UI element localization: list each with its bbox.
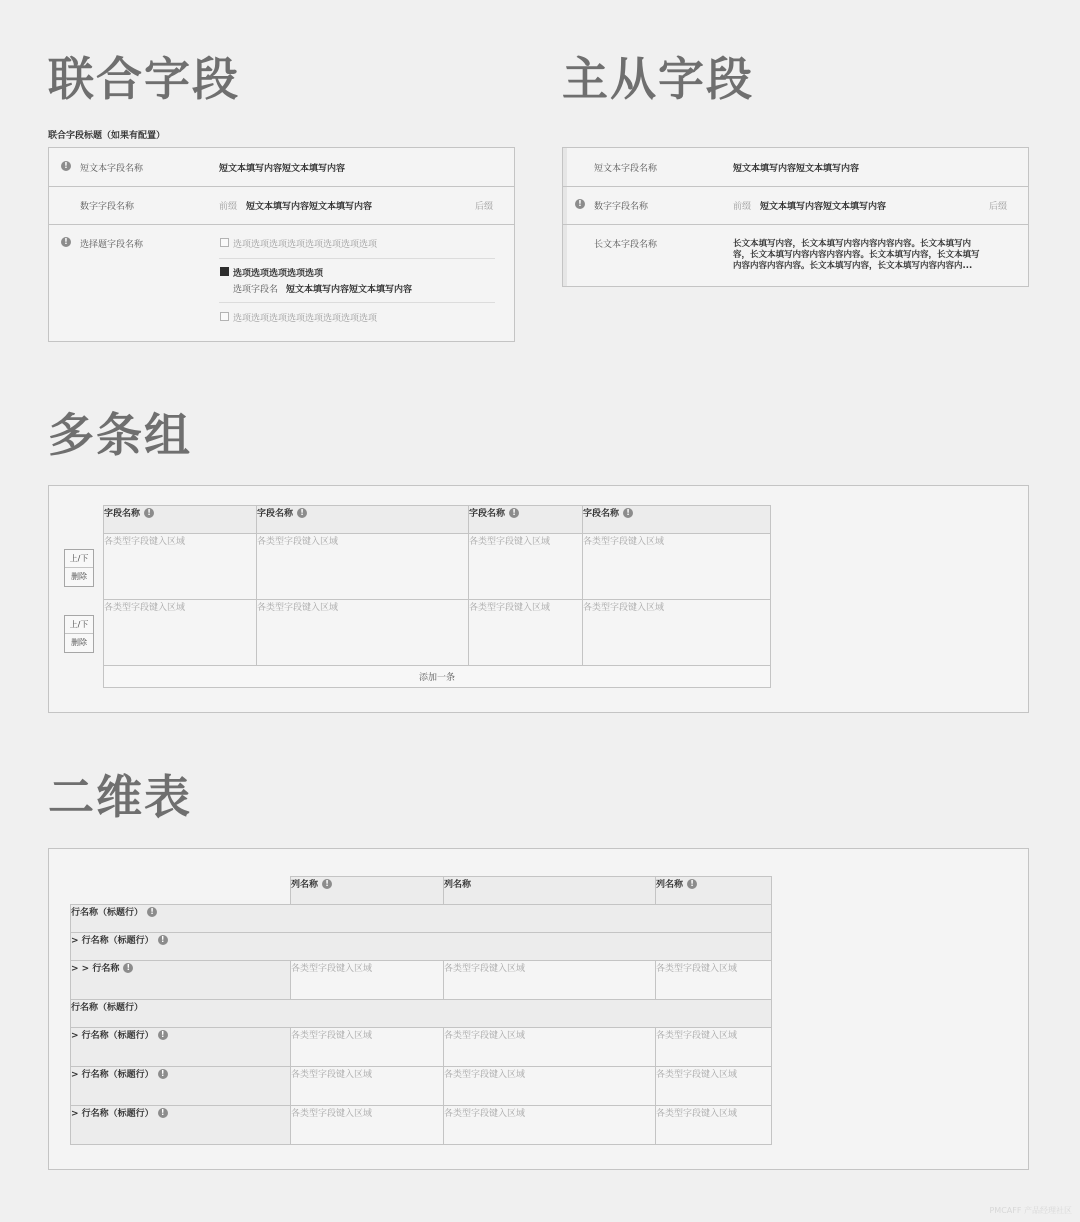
info-icon: [147, 907, 157, 917]
option-sub-label: 选项字段名: [233, 285, 279, 295]
delete-button[interactable]: 删除: [71, 572, 87, 581]
row-header: > 行名称（标题行）!: [71, 1028, 291, 1067]
option-divider: [219, 302, 495, 303]
row-header: > 行名称（标题行）!: [71, 1106, 291, 1145]
option-divider: [219, 258, 495, 259]
matrix-section-title: 二维表: [48, 770, 192, 824]
union-section-title: 联合字段: [48, 52, 240, 106]
column-header: 列名称!: [291, 877, 444, 905]
master-row-short-text: [563, 148, 1028, 187]
info-icon: [158, 935, 168, 945]
field-label: 长文本字段名称: [594, 240, 658, 250]
long-text-line[interactable]: 容，长文本填写内容内容内容内容。长文本填写内容，长文本填写: [733, 250, 980, 260]
row-title: 行名称（标题行）: [71, 1000, 772, 1028]
input-cell[interactable]: 各类型字段键入区域: [656, 961, 772, 1000]
union-row-number: [49, 186, 514, 225]
input-cell[interactable]: 各类型字段键入区域: [444, 1106, 656, 1145]
info-icon: [623, 508, 633, 518]
input-cell[interactable]: 各类型字段键入区域: [469, 534, 583, 600]
column-header-row: [291, 877, 772, 905]
info-icon: [158, 1069, 168, 1079]
table-row: [71, 1028, 772, 1067]
input-cell[interactable]: 各类型字段键入区域: [291, 1067, 444, 1106]
add-row: [104, 666, 771, 688]
input-cell[interactable]: 各类型字段键入区域: [469, 600, 583, 666]
union-field-panel: [48, 147, 515, 342]
move-up-down-button[interactable]: 上/下: [65, 550, 93, 568]
watermark-text: PMCAFF 产品经理社区: [989, 1206, 1072, 1215]
table-header-row: [104, 506, 771, 534]
field-value[interactable]: 短文本填写内容短文本填写内容: [760, 202, 887, 212]
info-icon: [123, 963, 133, 973]
row-action-buttons: [64, 549, 94, 587]
row-header: > > 行名称!: [71, 961, 291, 1000]
option-label[interactable]: 选项选项选项选项选项选项选项选项: [233, 240, 378, 250]
info-icon: [158, 1108, 168, 1118]
master-field-panel: [562, 147, 1029, 287]
field-value[interactable]: 短文本填写内容短文本填写内容: [219, 164, 346, 174]
input-cell[interactable]: 各类型字段键入区域: [656, 1067, 772, 1106]
input-cell[interactable]: 各类型字段键入区域: [656, 1028, 772, 1067]
input-cell[interactable]: 各类型字段键入区域: [291, 1028, 444, 1067]
input-cell[interactable]: 各类型字段键入区域: [104, 600, 257, 666]
option-label[interactable]: 选项选项选项选项选项选项选项选项: [233, 314, 378, 324]
info-icon: [687, 879, 697, 889]
master-section-title: 主从字段: [562, 52, 754, 106]
multi-group-table: [103, 505, 771, 688]
matrix-table: [70, 904, 772, 1145]
field-value[interactable]: 短文本填写内容短文本填写内容: [733, 164, 860, 174]
row-title: > 行名称（标题行）!: [71, 933, 772, 961]
field-label: 数字字段名称: [80, 202, 135, 212]
row-title: 行名称（标题行）!: [71, 905, 772, 933]
info-icon: [322, 879, 332, 889]
warning-icon: [61, 237, 71, 247]
long-text-line[interactable]: 长文本填写内容，长文本填写内容内容内容内容。长文本填写内: [733, 239, 972, 249]
input-cell[interactable]: 各类型字段键入区域: [257, 534, 469, 600]
union-caption: 联合字段标题（如果有配置）: [48, 131, 166, 141]
table-row: [104, 600, 771, 666]
title-row: [71, 905, 772, 933]
matrix-column-header: [290, 876, 772, 905]
table-row: [71, 1106, 772, 1145]
checkbox-unchecked[interactable]: [220, 312, 229, 321]
field-label: 短文本字段名称: [594, 164, 658, 174]
input-cell[interactable]: 各类型字段键入区域: [656, 1106, 772, 1145]
move-up-down-button[interactable]: 上/下: [65, 616, 93, 634]
input-cell[interactable]: 各类型字段键入区域: [444, 1028, 656, 1067]
table-row: [71, 961, 772, 1000]
table-row: [71, 1067, 772, 1106]
prefix-text: 前缀: [733, 202, 752, 212]
info-icon: [158, 1030, 168, 1040]
input-cell[interactable]: 各类型字段键入区域: [583, 600, 771, 666]
suffix-text: 后缀: [989, 202, 1008, 212]
field-label: 短文本字段名称: [80, 164, 144, 174]
row-header: > 行名称（标题行）!: [71, 1067, 291, 1106]
title-row: [71, 1000, 772, 1028]
input-cell[interactable]: 各类型字段键入区域: [583, 534, 771, 600]
input-cell[interactable]: 各类型字段键入区域: [104, 534, 257, 600]
column-header: 字段名称!: [583, 506, 771, 534]
row-action-buttons: [64, 615, 94, 653]
info-icon: [144, 508, 154, 518]
long-text-line[interactable]: 内容内容内容内容。长文本填写内容，长文本填写内容内容内...: [733, 261, 973, 271]
warning-icon: [61, 161, 71, 171]
union-row-choice: [49, 224, 514, 341]
info-icon: [509, 508, 519, 518]
field-label: 选择题字段名称: [80, 240, 144, 250]
suffix-text: 后缀: [475, 202, 494, 212]
input-cell[interactable]: 各类型字段键入区域: [257, 600, 469, 666]
input-cell[interactable]: 各类型字段键入区域: [291, 1106, 444, 1145]
option-label-selected[interactable]: 选项选项选项选项选项: [233, 269, 324, 279]
master-row-number: [563, 186, 1028, 225]
prefix-text: 前缀: [219, 202, 238, 212]
checkbox-checked[interactable]: [220, 267, 229, 276]
column-header: 字段名称!: [257, 506, 469, 534]
title-row: [71, 933, 772, 961]
field-label: 数字字段名称: [594, 202, 649, 212]
union-row-short-text: [49, 148, 514, 187]
master-row-long-text: [563, 224, 1028, 286]
info-icon: [297, 508, 307, 518]
checkbox-unchecked[interactable]: [220, 238, 229, 247]
table-row: [104, 534, 771, 600]
field-value[interactable]: 短文本填写内容短文本填写内容: [246, 202, 373, 212]
multi-section-title: 多条组: [48, 408, 192, 462]
column-header: 字段名称!: [469, 506, 583, 534]
multi-group-panel: [48, 485, 1029, 713]
delete-button[interactable]: 删除: [71, 638, 87, 647]
option-sub-value[interactable]: 短文本填写内容短文本填写内容: [286, 285, 413, 295]
input-cell[interactable]: 各类型字段键入区域: [444, 1067, 656, 1106]
matrix-panel: [48, 848, 1029, 1170]
add-row-button[interactable]: 添加一条: [104, 666, 771, 688]
input-cell[interactable]: 各类型字段键入区域: [291, 961, 444, 1000]
warning-icon: [575, 199, 585, 209]
column-header: 字段名称!: [104, 506, 257, 534]
column-header: 列名称: [444, 877, 656, 905]
input-cell[interactable]: 各类型字段键入区域: [444, 961, 656, 1000]
column-header: 列名称!: [656, 877, 772, 905]
